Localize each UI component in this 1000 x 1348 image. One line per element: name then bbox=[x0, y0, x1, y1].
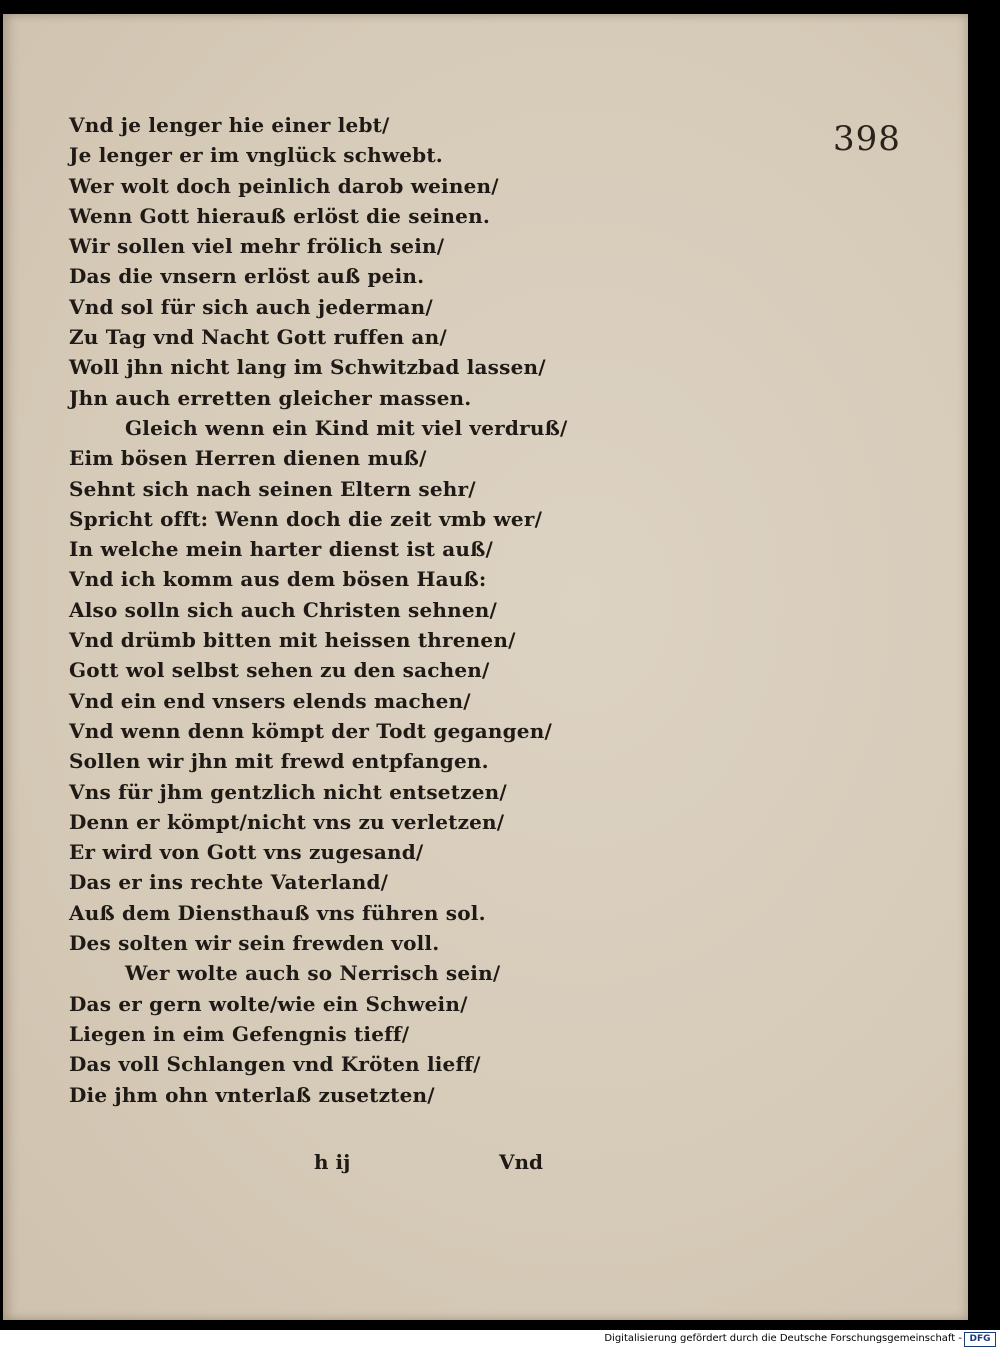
verse-line: Eim bösen Herren dienen muß/ bbox=[69, 446, 427, 471]
verse-line: In welche mein harter dienst ist auß/ bbox=[69, 537, 494, 562]
verse-line: Denn er kömpt/nicht vns zu verletzen/ bbox=[69, 809, 505, 834]
verse-line: Sollen wir jhn mit frewd entpfangen. bbox=[69, 749, 489, 774]
verse-line: Vnd ich komm aus dem bösen Hauß: bbox=[69, 567, 487, 592]
verse-line: Wenn Gott hierauß erlöst die seinen. bbox=[69, 203, 490, 228]
verse-line: Also solln sich auch Christen sehnen/ bbox=[69, 597, 498, 622]
verse-line: Vnd je lenger hie einer lebt/ bbox=[69, 113, 390, 137]
verse-line: Wer wolte auch so Nerrisch sein/ bbox=[125, 961, 501, 986]
verse-line: Die jhm ohn vnterlaß zusetzten/ bbox=[69, 1082, 435, 1107]
verse-line: Des solten wir sein frewden voll. bbox=[69, 931, 440, 956]
signature-mark: h ij bbox=[314, 1150, 351, 1174]
verse-line: Er wird von Gott vns zugesand/ bbox=[69, 840, 424, 865]
verse-line: Wer wolt doch peinlich darob weinen/ bbox=[69, 173, 499, 198]
catchword: Vnd bbox=[499, 1150, 544, 1174]
verse-line: Vnd wenn denn kömpt der Todt gegangen/ bbox=[69, 718, 552, 743]
credit-text: Digitalisierung gefördert durch die Deutsche Forschungsgemeinschaft - bbox=[604, 1333, 962, 1344]
verse-line: Zu Tag vnd Nacht Gott ruffen an/ bbox=[69, 325, 447, 350]
verse-line: Auß dem Diensthauß vns führen sol. bbox=[69, 900, 486, 925]
page-footer bbox=[69, 1150, 589, 1180]
verse-line: Das voll Schlangen vnd Kröten lieff/ bbox=[69, 1052, 481, 1077]
verse-line: Woll jhn nicht lang im Schwitzbad lassen/ bbox=[69, 355, 546, 380]
verse-line: Vnd drümb bitten mit heissen threnen/ bbox=[69, 628, 516, 653]
verse-line: Je lenger er im vnglück schwebt. bbox=[69, 143, 443, 168]
verse-line: Vnd ein end vnsers elends machen/ bbox=[69, 688, 471, 713]
verse-line: Spricht offt: Wenn doch die zeit vmb wer/ bbox=[69, 506, 543, 531]
verse-line: Wir sollen viel mehr frölich sein/ bbox=[69, 234, 445, 259]
verse-line: Vns für jhm gentzlich nicht entsetzen/ bbox=[69, 779, 507, 804]
verse-line: Das er gern wolte/wie ein Schwein/ bbox=[69, 991, 468, 1016]
verse-line: Sehnt sich nach seinen Eltern sehr/ bbox=[69, 476, 476, 501]
verse-line: Das die vnsern erlöst auß pein. bbox=[69, 264, 425, 289]
verse-text-block bbox=[69, 110, 589, 1110]
verse-line: Vnd sol für sich auch jederman/ bbox=[69, 294, 433, 319]
book-page bbox=[3, 14, 968, 1320]
dfg-logo: DFG bbox=[964, 1332, 996, 1347]
verse-line: Liegen in eim Gefengnis tieff/ bbox=[69, 1021, 410, 1046]
page-number: 398 bbox=[833, 119, 901, 159]
verse-line: Das er ins rechte Vaterland/ bbox=[69, 870, 389, 895]
credit-bar bbox=[0, 1330, 1000, 1348]
verse-line: Gleich wenn ein Kind mit viel verdruß/ bbox=[125, 415, 568, 440]
verse-line: Jhn auch erretten gleicher massen. bbox=[69, 385, 472, 410]
verse-line: Gott wol selbst sehen zu den sachen/ bbox=[69, 658, 490, 683]
